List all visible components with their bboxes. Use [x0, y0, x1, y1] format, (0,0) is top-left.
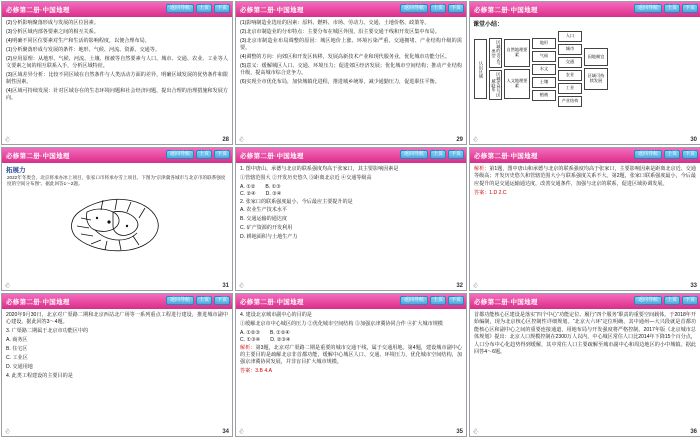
- slide-header: [236, 294, 466, 309]
- diagram-branch-left: [504, 39, 530, 99]
- choice[interactable]: D. 交通用地: [6, 363, 33, 370]
- text-line: (3)分析区域内部各要素之间的相互关系。: [6, 28, 99, 35]
- prev-button[interactable]: 上页: [430, 296, 446, 305]
- next-button[interactable]: 下页: [682, 296, 698, 305]
- page-number: 31: [222, 283, 229, 289]
- diagram-node: 区域差异与区域联系: [489, 70, 502, 100]
- diagram-node: 区域可持续发展: [584, 68, 608, 90]
- choice[interactable]: C. ②④: [240, 191, 256, 198]
- prev-button[interactable]: 上页: [664, 296, 680, 305]
- choice[interactable]: A. ①②: [240, 183, 256, 190]
- slide-footer: [473, 282, 697, 289]
- text-line: (3)区域差异分析：比较不同区域在自然条件与人类活动方面的差异，明确区域发展的优势条件和限制性因素。: [6, 71, 228, 86]
- passage: 首都功能核心区建设是落实“四个中心”功能定位、履行“四个服务”职责的重要空间载体。于2018年开始编制，现为北京核心区控制性详细规划。“北京大六环”定位明确，其中通州—大兴段就是首都功能核心区和副中心之间的重要连接通道，用地布局与开发强度将严格控制。2017年版《北京城市总体规划》提出：北京人口规模控制在2300万人以内，中心城区常住人口比2014年下降15个百分点，人口分布中心化趋势得到缓解，其中常住人口主要疏解至城市副中心和周边地区的小中城镇。据此回答4～6题。: [474, 312, 696, 355]
- summary-diagram: [470, 31, 700, 107]
- page-number: 30: [690, 137, 697, 143]
- nav-button[interactable]: 返回导航: [166, 150, 194, 159]
- choice[interactable]: A. 农业生产技术水平: [240, 207, 287, 214]
- diagram-node: 农业: [558, 70, 582, 81]
- page-number: 34: [222, 429, 229, 435]
- parse-text: 第1题，图中唐山和承德与北京的联系强度均高于张家口，主要影响因素是距离北京近、交通等级高；开发历史悠久和管辖范围大小与联系强度关系不大。第2题，张家口联系强度最小，今后最应提升的是交通运输通达度，改善交通条件，加强与北京的联系，促进区域协调发展。: [474, 166, 696, 187]
- diagram-node: 人口: [558, 31, 582, 42]
- next-button[interactable]: 下页: [448, 4, 464, 13]
- slide-body: [236, 309, 466, 380]
- choice[interactable]: C. ①③④: [240, 337, 261, 344]
- text-line: (1)分析聚落形成与发展的条件：地形、气候、河流、资源、交通等。: [6, 46, 160, 53]
- choice[interactable]: B. ①③: [265, 183, 281, 190]
- region-map-image: [57, 188, 177, 260]
- slide-footer: [5, 428, 229, 435]
- text-line: (1)影响制造业选址的因素：原料、燃料、市场、劳动力、交通、土地价格、政策等。: [240, 20, 430, 26]
- slide-header: [470, 294, 700, 309]
- header-title: 必修第二册·中国地理: [6, 7, 70, 14]
- slide-footer: [5, 136, 229, 143]
- page-number: 32: [456, 283, 463, 289]
- slide-body: [236, 163, 466, 246]
- slide-31[interactable]: [1, 147, 233, 291]
- diagram-root: 认识区域: [474, 39, 487, 99]
- diagram-level2: [489, 38, 502, 100]
- slide-29[interactable]: [235, 1, 467, 145]
- slide-36[interactable]: [469, 293, 700, 437]
- slide-header: [470, 148, 700, 163]
- prev-button[interactable]: 上页: [664, 4, 680, 13]
- header-title: 必修第二册·中国地理: [240, 7, 304, 14]
- diagram-node: 城市: [558, 44, 582, 55]
- header-title: 必修第二册·中国地理: [240, 153, 304, 160]
- diagram-node: 气候: [532, 51, 556, 62]
- diagram-node: 工业: [558, 83, 582, 94]
- logo: 必: [239, 283, 245, 289]
- question-4-choices: [240, 330, 462, 337]
- logo: 必: [5, 283, 11, 289]
- next-button[interactable]: 下页: [682, 4, 698, 13]
- page-number: 35: [456, 429, 463, 435]
- text-line: (4)明确不同区位要素对生产和生活的影响程度，以便合理布局。: [6, 37, 150, 44]
- next-button[interactable]: 下页: [214, 4, 230, 13]
- slide-body: [2, 309, 232, 385]
- slide-footer: [239, 136, 463, 143]
- header-buttons: [166, 4, 230, 13]
- slide-body: [470, 163, 700, 202]
- choice[interactable]: D. ③④: [265, 191, 282, 198]
- question-stem: 2022年冬奥会，北京将承办冰上项目，张家口市将承办雪上项目。下图为“京津冀各城市与北京市的联系强度度的空间分布图”。据此回答1～2题。: [7, 175, 226, 187]
- nav-button[interactable]: 返回导航: [400, 4, 428, 13]
- prev-button[interactable]: 上页: [196, 150, 212, 159]
- page-number: 28: [222, 137, 229, 143]
- question-4-options-list: ①缓解北京市中心城区的压力 ②优化城市空间结构 ③加强京津冀协同合作 ④扩大城市规模: [240, 320, 443, 327]
- next-button[interactable]: 下页: [682, 150, 698, 159]
- header-buttons: [634, 4, 698, 13]
- prev-button[interactable]: 上页: [430, 150, 446, 159]
- slide-32[interactable]: [235, 147, 467, 291]
- text-line: (4)调整的方向：向郊区和开发区转移，发展高新技术产业和现代服务业，优化城市功能分区。: [240, 54, 450, 60]
- next-button[interactable]: 下页: [448, 296, 464, 305]
- logo: 必: [5, 429, 11, 435]
- header-buttons: [400, 296, 464, 305]
- parse-label: 解析：: [240, 344, 256, 351]
- choice[interactable]: B. ①②④: [269, 329, 290, 336]
- slide-header: [236, 2, 466, 17]
- nav-button[interactable]: 返回导航: [400, 150, 428, 159]
- question-2-stem: 2. 张家口的联系强度最小，今后最应主要提升的是: [240, 198, 353, 205]
- choice[interactable]: D. ②③④: [270, 337, 291, 344]
- prev-button[interactable]: 上页: [196, 296, 212, 305]
- nav-button[interactable]: 返回导航: [400, 296, 428, 305]
- question-4-choices-2: [240, 337, 462, 344]
- logo: 必: [239, 137, 245, 143]
- header-title: 必修第二册·中国地理: [240, 299, 304, 306]
- slide-body: [2, 17, 232, 107]
- question-1-stem: 1. 图中唐山、承德与北京的联系强度均高于张家口，其主要影响因素是: [240, 166, 399, 172]
- header-buttons: [634, 296, 698, 305]
- logo: 必: [5, 137, 11, 143]
- question-1-choices: [240, 184, 462, 191]
- diagram-node: 因地制宜: [584, 48, 608, 66]
- slide-28[interactable]: [1, 1, 233, 145]
- nav-button[interactable]: 返回导航: [166, 4, 194, 13]
- slide-header: [2, 148, 232, 163]
- header-buttons: [166, 296, 230, 305]
- diagram-outcome: [584, 48, 608, 90]
- logo: 必: [473, 137, 479, 143]
- next-button[interactable]: 下页: [214, 150, 230, 159]
- text-line: (2)分析影响聚落形成与发展的区位因素。: [6, 20, 99, 26]
- header-buttons: [400, 150, 464, 159]
- header-title: 必修第二册·中国地理: [474, 153, 538, 160]
- slide-footer: [239, 428, 463, 435]
- choice[interactable]: C. 工业区: [6, 354, 28, 361]
- header-title: 必修第二册·中国地理: [474, 299, 538, 306]
- question-4-stem: 4. 此类工程建设的主要目的是: [6, 372, 73, 379]
- question-3-stem: 3. 广渠路二期属于北京市功能区中的: [6, 328, 89, 335]
- header-buttons: [400, 4, 464, 13]
- next-button[interactable]: 下页: [214, 296, 230, 305]
- slide-footer: [5, 282, 229, 289]
- question-4-stem: 4. 建设北京城市副中心的目的是: [240, 312, 312, 318]
- diagram-node: 水文: [532, 64, 556, 75]
- answer-line: 答案：3.B 4.A: [240, 368, 272, 375]
- slide-header: [236, 148, 466, 163]
- page-number: 36: [690, 429, 697, 435]
- slide-header: [2, 294, 232, 309]
- nav-button[interactable]: 返回导航: [634, 150, 662, 159]
- slide-header: [2, 2, 232, 17]
- slide-33[interactable]: [469, 147, 700, 291]
- prev-button[interactable]: 上页: [664, 150, 680, 159]
- prev-button[interactable]: 上页: [196, 4, 212, 13]
- choice[interactable]: A. ①②③: [240, 329, 260, 336]
- nav-button[interactable]: 返回导航: [634, 4, 662, 13]
- next-button[interactable]: 下页: [448, 150, 464, 159]
- logo: 必: [239, 429, 245, 435]
- slide-34[interactable]: [1, 293, 233, 437]
- text-line: (4)区域可持续发展：针对区域存在的生态环境问题和社会经济问题，提出合理的治理措施和发展方向。: [6, 88, 228, 102]
- diagram-node: 地形: [532, 38, 556, 49]
- choice[interactable]: C. 矿产资源的开发利用: [240, 225, 293, 232]
- prev-button[interactable]: 上页: [430, 4, 446, 13]
- text-line: (5)意义：缓解城区人口、交通、环境压力；促进郊区经济发展；优化城市空间结构；推动产业结构升级，提高城市综合竞争力。: [240, 62, 462, 77]
- choice[interactable]: B. 住宅区: [6, 346, 28, 352]
- question-1-choices-2: [240, 191, 462, 198]
- text-line: (6)实现全市优化布局，加快城镇化进程，推进城乡统筹，减少通勤压力，促进职住平衡。: [240, 79, 440, 86]
- text-line: (3)北京市制造业布局调整的原因：城区地价上涨、环境污染严重、交通拥堵、产业结构升级的需要。: [240, 37, 462, 52]
- diagram-branch-right-top: [532, 38, 556, 101]
- page-number: 33: [690, 283, 697, 289]
- header-title: 必修第二册·中国地理: [6, 153, 70, 160]
- question-1-options-list: ①管辖范围大 ②开发历史悠久 ③距离北京近 ④交通等级高: [240, 174, 372, 181]
- slide-header: [470, 2, 700, 17]
- header-buttons: [634, 150, 698, 159]
- header-title: 必修第二册·中国地理: [474, 7, 538, 14]
- diagram-node: 人文地理要素: [504, 69, 530, 99]
- diagram-node: 植被: [532, 90, 556, 101]
- choice[interactable]: B. 交通运输的通达度: [240, 216, 287, 223]
- choice[interactable]: A. 商务区: [6, 337, 28, 344]
- slide-footer: [473, 428, 697, 435]
- nav-button[interactable]: 返回导航: [166, 296, 194, 305]
- nav-button[interactable]: 返回导航: [634, 296, 662, 305]
- header-title: 必修第二册·中国地理: [6, 299, 70, 306]
- answer-line: 答案：1.D 2.C: [474, 189, 507, 196]
- slide-35[interactable]: [235, 293, 467, 437]
- slide-body: [236, 17, 466, 91]
- diagram-node: 土壤: [532, 77, 556, 88]
- page-number: 29: [456, 137, 463, 143]
- header-buttons: [166, 150, 230, 159]
- choice[interactable]: D. 耕地面积与土地生产力: [240, 234, 298, 240]
- diagram-node: 自然地理要素: [504, 39, 530, 67]
- logo: 必: [473, 429, 479, 435]
- diagram-node: 区域的含义与类型: [489, 38, 502, 68]
- slide-30[interactable]: [469, 1, 700, 145]
- slide-body: [470, 309, 700, 361]
- section-title: 拓展力: [6, 167, 26, 174]
- text-line: (2)北京市制造业的分布特点：主要分布在城区外围，沿主要交通干线和开发区集中布局。: [240, 28, 440, 35]
- passage: 2020年9月30日，北京对广渠路二期和北京西站北广场等一系列重点工程进行建设，推进城市副中心建设。据此回答3～4题。: [6, 312, 228, 326]
- parse-label: 解析：: [474, 166, 490, 172]
- diagram-title: 课堂小结：: [473, 22, 504, 28]
- parse-text: 第3题，北京对广渠路二期是重要的城市交通干线，属于交通用地。第4题，建设城市副中心的主要目的是疏解北京非首都功能，缓解中心城区人口、交通、环境压力，优化城市空间结构，加强京津冀协同发展，并非盲目扩大城市规模。: [240, 344, 462, 366]
- diagram-node: 交通: [558, 57, 582, 68]
- diagram-node: 产业结构: [558, 96, 582, 107]
- diagram-branch-right-bottom: [558, 31, 582, 107]
- text-line: (2)应用原理：从地形、气候、河流、土壤、植被等自然要素与人口、城市、交通、农业、工业等人文要素之间的相互联系入手，分析区域特征。: [6, 55, 228, 69]
- slide-footer: [473, 136, 697, 143]
- slide-footer: [239, 282, 463, 289]
- logo: 必: [473, 283, 479, 289]
